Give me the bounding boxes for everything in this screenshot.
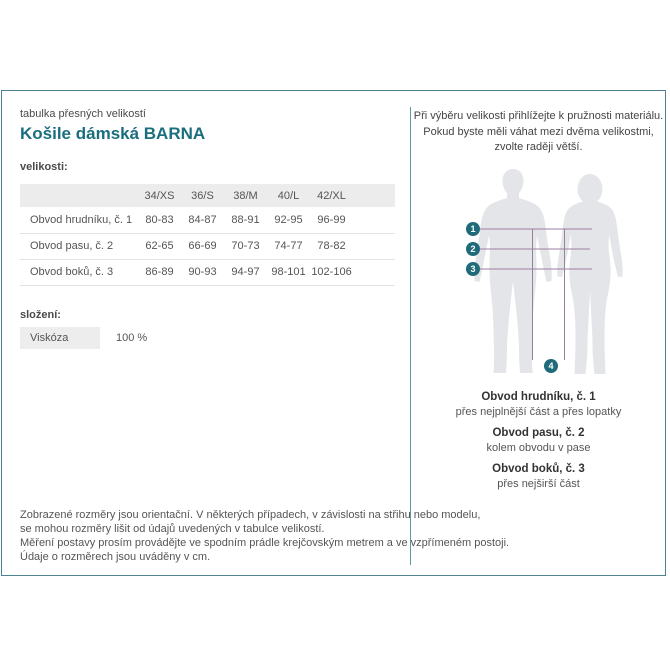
cell-value: 78-82 xyxy=(310,233,353,259)
size-table-header xyxy=(20,184,395,207)
composition-section-label: složení: xyxy=(20,309,61,321)
product-title: Košile dámská BARNA xyxy=(20,124,206,143)
cell-value: 94-97 xyxy=(224,259,267,285)
cell-filler xyxy=(353,233,395,259)
male-silhouette xyxy=(474,169,554,373)
legend-desc: kolem obvodu v pase xyxy=(486,442,591,454)
header-empty xyxy=(20,184,138,207)
composition-material: Viskóza xyxy=(20,327,100,349)
legend-item-waist xyxy=(412,426,665,456)
cell-value: 86-89 xyxy=(138,259,181,285)
legend-title: Obvod pasu, č. 2 xyxy=(492,427,585,439)
table-row xyxy=(20,233,395,259)
advice-line: zvolte raději větší. xyxy=(494,141,583,153)
svg-text:3: 3 xyxy=(470,264,476,275)
cell-filler xyxy=(353,259,395,285)
legend-title: Obvod boků, č. 3 xyxy=(492,463,585,475)
cell-value: 90-93 xyxy=(181,259,224,285)
legend-desc: přes nejplnější část a přes lopatky xyxy=(455,406,622,418)
advice-line: Při výběru velikosti přihlížejte k pružnosti materiálu. xyxy=(413,110,664,122)
table-row xyxy=(20,259,395,285)
cell-value: 66-69 xyxy=(181,233,224,259)
legend-item-hips xyxy=(412,462,665,492)
size-table-header-row xyxy=(20,184,395,207)
measurement-legend xyxy=(412,390,665,498)
marker-1 xyxy=(466,222,480,236)
cell-value: 80-83 xyxy=(138,207,181,233)
female-silhouette xyxy=(557,175,622,374)
marker-3 xyxy=(466,262,480,276)
cell-value: 84-87 xyxy=(181,207,224,233)
disclaimer-notes xyxy=(20,508,509,564)
note-line: se mohou rozměry lišit od údajů uvedených v tabulce velikostí. xyxy=(20,523,325,535)
cell-value: 70-73 xyxy=(224,233,267,259)
header-filler xyxy=(353,184,395,207)
svg-text:2: 2 xyxy=(470,244,476,255)
svg-text:4: 4 xyxy=(548,361,554,372)
legend-desc: přes nejširší část xyxy=(497,478,580,490)
legend-title: Obvod hrudníku, č. 1 xyxy=(481,391,596,403)
composition-row xyxy=(20,327,147,349)
column-divider xyxy=(410,107,411,565)
advice-line: Pokud byste měli váhat mezi dvěma velikostmi, xyxy=(423,125,654,138)
note-line: Zobrazené rozměry jsou orientační. V některých případech, v závislosti na střihu nebo modelu, xyxy=(20,509,481,521)
row-label-chest: Obvod hrudníku, č. 1 xyxy=(20,207,138,233)
legend-item-chest xyxy=(412,390,665,420)
header-size-40l: 40/L xyxy=(267,184,310,207)
cell-value: 98-101 xyxy=(267,259,310,285)
cell-value: 88-91 xyxy=(224,207,267,233)
cell-value: 102-106 xyxy=(310,259,353,285)
marker-2 xyxy=(466,242,480,256)
body-measurement-diagram xyxy=(412,163,667,393)
table-row xyxy=(20,207,395,233)
sizes-section-label: velikosti: xyxy=(20,161,68,173)
header-size-36s: 36/S xyxy=(181,184,224,207)
note-line: Údaje o rozměrech jsou uváděny v cm. xyxy=(20,551,211,563)
table-eyebrow-label: tabulka přesných velikostí xyxy=(20,108,146,120)
cell-value: 74-77 xyxy=(267,233,310,259)
row-label-hips: Obvod boků, č. 3 xyxy=(20,259,138,285)
marker-4 xyxy=(544,359,558,373)
composition-percent: 100 % xyxy=(116,332,148,344)
note-line: Měření postavy prosím provádějte ve spodním prádle krejčovským metrem a ve vzpřímeném postoji. xyxy=(20,537,510,549)
cell-value: 92-95 xyxy=(267,207,310,233)
size-table xyxy=(20,184,395,286)
header-size-34xs: 34/XS xyxy=(138,184,181,207)
svg-text:1: 1 xyxy=(470,224,476,235)
cell-value: 62-65 xyxy=(138,233,181,259)
header-size-38m: 38/M xyxy=(224,184,267,207)
cell-value: 96-99 xyxy=(310,207,353,233)
sizing-advice-text xyxy=(412,109,665,156)
header-size-42xl: 42/XL xyxy=(310,184,353,207)
cell-filler xyxy=(353,207,395,233)
row-label-waist: Obvod pasu, č. 2 xyxy=(20,233,138,259)
